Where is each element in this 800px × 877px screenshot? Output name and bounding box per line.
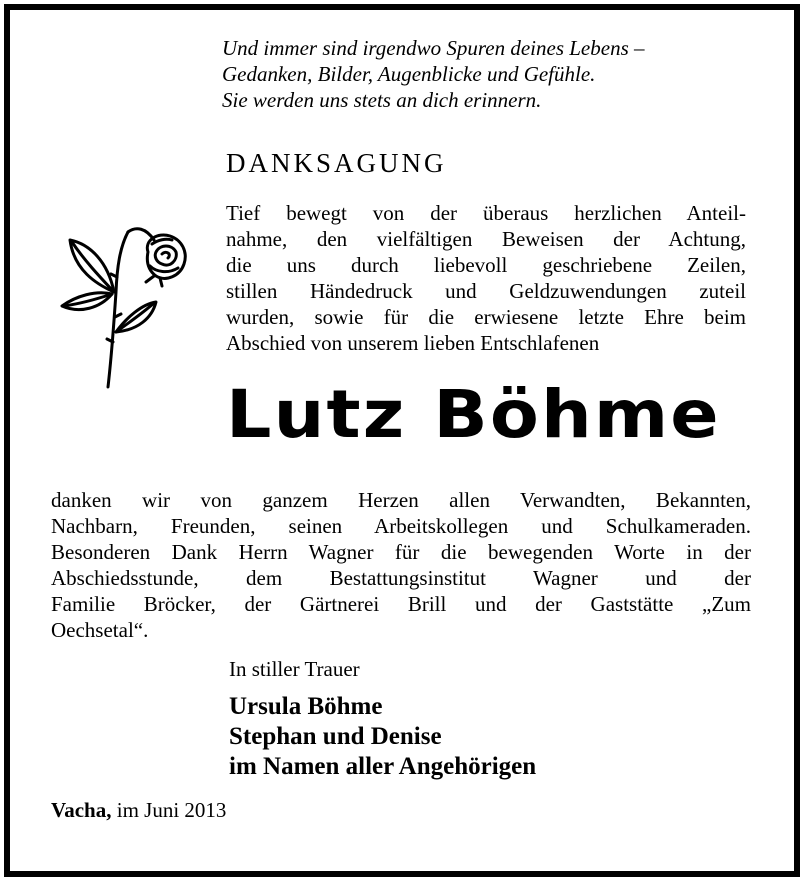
body-line: Besonderen Dank Herrn Wagner für die bewegenden Worte in der: [51, 540, 751, 564]
heading: DANKSAGUNG: [226, 148, 447, 178]
signer: im Namen aller Angehörigen: [229, 753, 537, 780]
signer: Ursula Böhme: [229, 693, 383, 720]
rose-icon: [56, 222, 206, 397]
body-line: Oechsetal“.: [51, 618, 149, 642]
body-line: Familie Bröcker, der Gärtnerei Brill und der Gaststätte „Zum: [51, 592, 751, 616]
deceased-name: Lutz Böhme: [226, 376, 721, 453]
intro-line: nahme, den vielfältigen Beweisen der Achtung,: [226, 227, 746, 251]
poem-line: Gedanken, Bilder, Augenblicke und Gefühle.: [222, 62, 596, 86]
body-line: danken wir von ganzem Herzen allen Verwandten, Bekannten,: [51, 488, 751, 512]
intro-line: wurden, sowie für die erwiesene letzte Ehre beim: [226, 305, 746, 329]
mourning-phrase: In stiller Trauer: [229, 657, 360, 681]
place-date: [51, 798, 226, 823]
body-line: Nachbarn, Freunden, seinen Arbeitskollegen und Schulkameraden.: [51, 514, 751, 538]
intro-line: die uns durch liebevoll geschriebene Zeilen,: [226, 253, 746, 277]
body-line: Abschiedsstunde, dem Bestattungsinstitut Wagner und der: [51, 566, 751, 590]
intro-paragraph: [226, 200, 746, 356]
poem-line: Sie werden uns stets an dich erinnern.: [222, 88, 542, 112]
intro-line: stillen Händedruck und Geldzuwendungen zuteil: [226, 279, 746, 303]
signer: Stephan und Denise: [229, 723, 442, 750]
poem: [222, 35, 782, 113]
signers: [229, 692, 536, 782]
intro-line: Tief bewegt von der überaus herzlichen Anteil-: [226, 201, 746, 225]
place: Vacha,: [51, 798, 112, 822]
intro-line: Abschied von unserem lieben Entschlafenen: [226, 331, 600, 355]
thanks-paragraph: [51, 487, 751, 643]
date: im Juni 2013: [116, 798, 227, 822]
poem-line: Und immer sind irgendwo Spuren deines Lebens –: [222, 36, 645, 60]
